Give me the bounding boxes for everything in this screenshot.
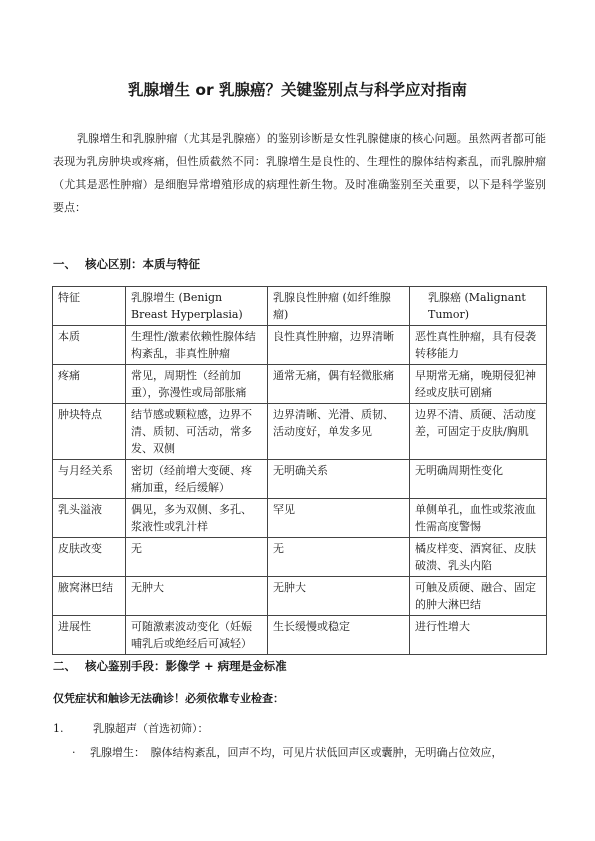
table-cell: 肿块特点	[53, 404, 126, 460]
table-row	[53, 499, 547, 538]
table-header-cell: 乳腺良性肿瘤 (如纤维腺瘤)	[268, 287, 410, 326]
table-row	[53, 326, 547, 365]
table-cell: 腋窝淋巴结	[53, 577, 126, 616]
table-cell: 可随激素波动变化（妊娠哺乳后或绝经后可减轻）	[126, 616, 268, 655]
table-cell: 与月经关系	[53, 460, 126, 499]
table-cell: 罕见	[268, 499, 410, 538]
item-text: 乳腺超声（首选初筛）：	[93, 722, 209, 735]
table-cell: 皮肤改变	[53, 538, 126, 577]
table-cell: 良性真性肿瘤，边界清晰	[268, 326, 410, 365]
emphasis-line: 仅凭症状和触诊无法确诊！必须依靠专业检查：	[53, 692, 284, 705]
page-title: 乳腺增生 or 乳腺癌？关键鉴别点与科学应对指南	[127, 81, 468, 99]
table-row	[53, 538, 547, 577]
numbered-item	[53, 720, 209, 736]
table-row	[53, 365, 547, 404]
table-cell: 恶性真性肿瘤，具有侵袭转移能力	[410, 326, 547, 365]
table-cell: 乳头溢液	[53, 499, 126, 538]
table-row	[53, 460, 547, 499]
table-header-cell: 乳腺癌 (Malignant Tumor)	[410, 287, 547, 326]
table-cell: 无	[268, 538, 410, 577]
section-title: 核心鉴别手段：影像学 + 病理是金标准	[85, 659, 287, 673]
section-number: 一、	[53, 257, 76, 271]
section-heading-2	[53, 658, 287, 674]
intro-paragraph: 乳腺增生和乳腺肿瘤（尤其是乳腺癌）的鉴别诊断是女性乳腺健康的核心问题。虽然两者都可能表现为乳房肿块或疼痛，但性质截然不同：乳腺增生是良性的、生理性的腺体结构紊乱，而乳腺肿瘤（尤其是恶性肿瘤）是细胞异常增殖形成的病理性新生物。及时准确鉴别至关重要，以下是科学鉴别要点：	[53, 132, 546, 214]
table-cell: 无	[126, 538, 268, 577]
table-header-cell: 特征	[53, 287, 126, 326]
table-header-cell: 乳腺增生 (Benign Breast Hyperplasia)	[126, 287, 268, 326]
table-cell: 偶见，多为双侧、多孔、浆液性或乳汁样	[126, 499, 268, 538]
bullet-text: 乳腺增生： 腺体结构紊乱，回声不均，可见片状低回声区或囊肿，无明确占位效应，	[90, 746, 503, 759]
table-cell: 进展性	[53, 616, 126, 655]
bullet-item	[72, 744, 547, 760]
table-cell: 边界清晰、光滑、质韧、活动度好，单发多见	[268, 404, 410, 460]
table-cell: 单侧单孔，血性或浆液血性需高度警惕	[410, 499, 547, 538]
bullet-marker: ·	[72, 746, 76, 759]
table-cell: 生长缓慢或稳定	[268, 616, 410, 655]
table-cell: 通常无痛，偶有轻微胀痛	[268, 365, 410, 404]
section-title: 核心区别：本质与特征	[85, 257, 200, 271]
table-cell: 无明确周期性变化	[410, 460, 547, 499]
table-cell: 疼痛	[53, 365, 126, 404]
table-cell: 结节感或颗粒感，边界不清、质韧、可活动，常多发、双侧	[126, 404, 268, 460]
table-row	[53, 577, 547, 616]
table-cell: 边界不清、质硬、活动度差，可固定于皮肤/胸肌	[410, 404, 547, 460]
table-cell: 无明确关系	[268, 460, 410, 499]
comparison-table	[52, 286, 547, 655]
table-cell: 无肿大	[268, 577, 410, 616]
table-cell: 无肿大	[126, 577, 268, 616]
table-row	[53, 616, 547, 655]
table-cell: 生理性/激素依赖性腺体结构紊乱，非真性肿瘤	[126, 326, 268, 365]
table-cell: 早期常无痛，晚期侵犯神经或皮肤可剧痛	[410, 365, 547, 404]
section-number: 二、	[53, 659, 76, 673]
table-cell: 进行性增大	[410, 616, 547, 655]
table-cell: 可触及质硬、融合、固定的肿大淋巴结	[410, 577, 547, 616]
item-number: 1.	[53, 722, 64, 735]
table-cell: 本质	[53, 326, 126, 365]
table-cell: 常见，周期性（经前加重），弥漫性或局部胀痛	[126, 365, 268, 404]
table-cell: 橘皮样变、酒窝征、皮肤破溃、乳头内陷	[410, 538, 547, 577]
table-header-row	[53, 287, 547, 326]
section-heading-1	[53, 256, 200, 272]
table-cell: 密切（经前增大变硬、疼痛加重，经后缓解）	[126, 460, 268, 499]
table-row	[53, 404, 547, 460]
